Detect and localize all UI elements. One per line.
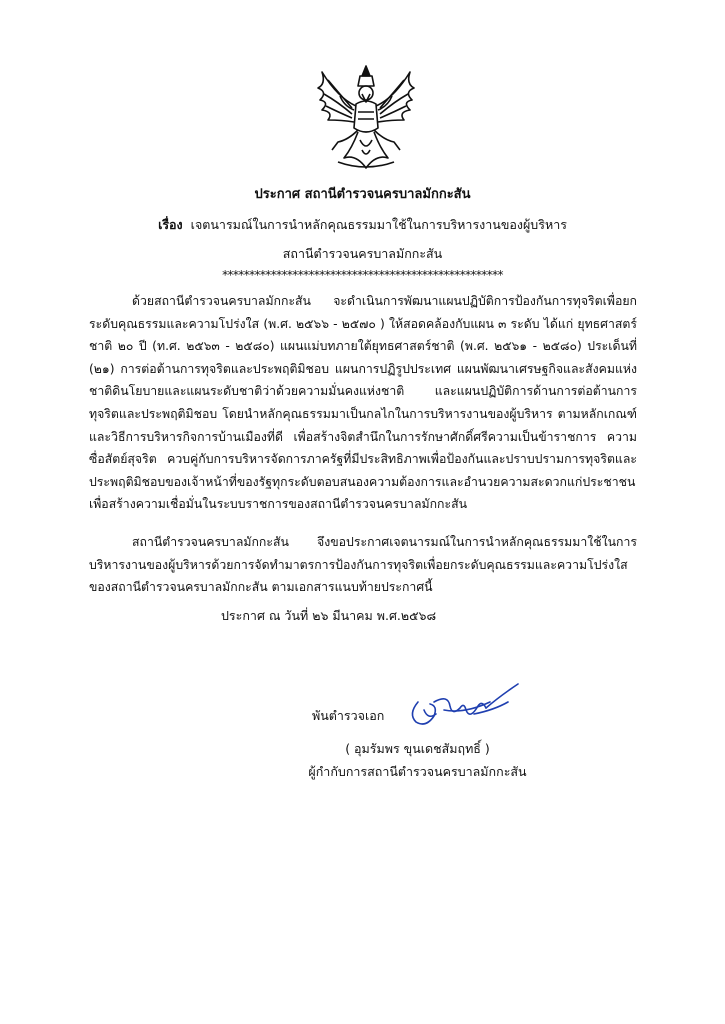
signer-rank: พันตำรวจเอก — [312, 708, 385, 723]
subject-line-2: สถานีตำรวจนครบาลมักกะสัน — [282, 246, 443, 261]
announcement-date: ประกาศ ณ วันที่ ๒๖ มีนาคม พ.ศ.๒๕๖๘ — [221, 608, 437, 623]
separator-line: **************************************************** — [222, 268, 503, 282]
body-paragraph-2: สถานีตำรวจนครบาลมักกะสัน จึงขอประกาศเจตนารมณ์ในการนำหลักคุณธรรมมาใช้ในการบริหารงานของผู้บริหารด้วยการจัดทำมาตรการป้องกันการทุจริตเพื่อยกระดับคุณธรรมและความโปร่งใสของสถานีตำรวจนครบาลมักกะสัน ตามเอกสารแนบท้ายประกาศนี้ — [89, 535, 637, 595]
handwritten-signature-icon — [404, 680, 522, 730]
subject-label: เรื่อง — [158, 217, 183, 232]
subject-text: เจตนารมณ์ในการนำหลักคุณธรรมมาใช้ในการบริหารงานของผู้บริหาร — [190, 217, 567, 232]
signer-position: ผู้กำกับการสถานีตำรวจนครบาลมักกะสัน — [308, 764, 527, 779]
announcement-title: ประกาศ สถานีตำรวจนครบาลมักกะสัน — [254, 187, 471, 202]
garuda-emblem-icon — [308, 62, 424, 174]
signer-name: ( อุมรัมพร ขุนเดชสัมฤทธิ์ ) — [345, 741, 490, 756]
subject-line — [0, 215, 725, 235]
body-paragraph-1: ด้วยสถานีตำรวจนครบาลมักกะสัน จะดำเนินการพัฒนาแผนปฏิบัติการป้องกันการทุจริตเพื่อยกระดับคุณธรรมและความโปร่งใส (พ.ศ. ๒๕๖๖ - ๒๕๗๐ ) ให้สอดคล้องกับแผน ๓ ระดับ ได้แก่ ยุทธศาสตร์ชาติ ๒๐ ปี (ท.ศ. ๒๕๖๓ - ๒๕๘๐) แผนแม่บทภายใต้ยุทธศาสตร์ชาติ (พ.ศ. ๒๕๖๑ - ๒๕๘๐) ประเด็นที่ (๒๑) การต่อต้านการทุจริตและประพฤติมิชอบ แผนการปฏิรูปประเทศ แผนพัฒนาเศรษฐกิจและสังคมแห่งชาติดินโยบายและแผนระดับชาติว่าด้วยความมั่นคงแห่งชาติ และแผนปฏิบัติการด้านการต่อต้านการทุจริตและประพฤติมิชอบ โดยนำหลักคุณธรรมมาเป็นกลไกในการบริหารงานของผู้บริหาร ตามหลักเกณฑ์และวิธีการบริหารกิจการบ้านเมืองที่ดี เพื่อสร้างจิตสำนึกในการรักษาศักดิ์ศรีความเป็นข้าราชการ ความซื่อสัตย์สุจริต ควบคู่กับการบริหารจัดการภาครัฐที่มีประสิทธิภาพเพื่อป้องกันและปราบปรามการทุจริตและประพฤติมิชอบของเจ้าหน้าที่ของรัฐทุกระดับตอบสนองความต้องการและอำนวยความสะดวกแก่ประชาชน เพื่อสร้างความเชื่อมั่นในระบบราชการของสถานีตำรวจนครบาลมักกะสัน — [89, 294, 637, 512]
